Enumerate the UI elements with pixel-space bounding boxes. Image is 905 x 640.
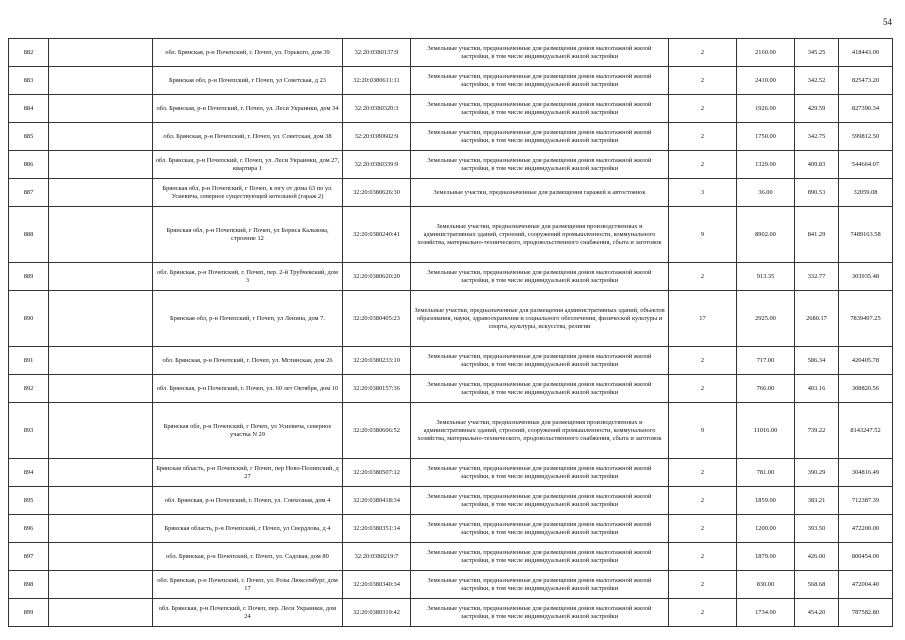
address-cell: обл. Брянская, р-н Почепский, г. Почеп, пер. Леси Украинки, дом 24 [153,599,343,627]
area-cell: 1200.00 [737,515,795,543]
land-use-cell: Земельные участки, предназначенные для размещения домов малоэтажной жилой застройки, в том числе индивидуальной жилой застройки [411,263,669,291]
land-use-cell: Земельные участки, предназначенные для размещения домов малоэтажной жилой застройки, в том числе индивидуальной жилой застройки [411,39,669,67]
cadastral-value-cell: 544664.07 [839,151,893,179]
cadastral-value-cell: 32059.08 [839,179,893,207]
cadastre-number-cell: 32:20:0380507:12 [343,459,411,487]
group-cell: 2 [669,151,737,179]
group-cell: 2 [669,123,737,151]
blank-cell [49,151,153,179]
row-number-cell: 885 [9,123,49,151]
cadastre-number-cell: 32:20:0380233:10 [343,347,411,375]
address-cell: обл. Брянская, р-н Почепский, г. Почеп, ул. Горького, дом 39 [153,39,343,67]
area-cell: 1734.00 [737,599,795,627]
blank-cell [49,543,153,571]
land-use-cell: Земельные участки, предназначенные для размещения домов малоэтажной жилой застройки, в том числе индивидуальной жилой застройки [411,459,669,487]
cadastre-number-cell: 32:20:0380319:42 [343,599,411,627]
address-cell: обл. Брянская, р-н Почепский, г. Почеп, ул. Мглинская, дом 26 [153,347,343,375]
land-use-cell: Земельные участки, предназначенные для размещения административных зданий, объектов образования, науки, здравоохранения и социального обеспечения, физической культуры и спорта, культуры, искусства, религии [411,291,669,347]
specific-value-cell: 409.83 [795,151,839,179]
land-use-cell: Земельные участки, предназначенные для размещения домов малоэтажной жилой застройки, в том числе индивидуальной жилой застройки [411,123,669,151]
group-cell: 17 [669,291,737,347]
table-row [9,39,893,67]
cadastre-number-cell: 32:20:0380602:9 [343,123,411,151]
address-cell: обл. Брянская, р-н Почепский, г. Почеп, ул. Леси Украинки, дом 34 [153,95,343,123]
land-use-cell: Земельные участки, предназначенные для размещения производственных и административных зданий, строений, сооружений промышленности, коммунального хозяйства, материально-технического, продовольственного снабжения, сбыта и заготовок [411,207,669,263]
area-cell: 11016.00 [737,403,795,459]
cadastral-value-cell: 472004.40 [839,571,893,599]
address-cell: обл. Брянская, р-н Почепский, г. Почеп, ул. Леси Украинки, дом 27, квартира 1 [153,151,343,179]
land-use-cell: Земельные участки, предназначенные для размещения домов малоэтажной жилой застройки, в том числе индивидуальной жилой застройки [411,571,669,599]
group-cell: 2 [669,571,737,599]
row-number-cell: 896 [9,515,49,543]
area-cell: 717.00 [737,347,795,375]
blank-cell [49,123,153,151]
cadastral-value-cell: 827390.34 [839,95,893,123]
row-number-cell: 882 [9,39,49,67]
blank-cell [49,571,153,599]
address-cell: обл. Брянская, р-н Почепский, г. Почеп, ул. Садовая, дом 80 [153,543,343,571]
address-cell: обл. Брянская, р-н Почепский, г. Почеп, ул. Советская, дом 38 [153,123,343,151]
row-number-cell: 898 [9,571,49,599]
cadastral-value-cell: 304816.49 [839,459,893,487]
blank-cell [49,207,153,263]
group-cell: 2 [669,39,737,67]
specific-value-cell: 454.20 [795,599,839,627]
row-number-cell: 892 [9,375,49,403]
row-number-cell: 894 [9,459,49,487]
land-use-cell: Земельные участки, предназначенные для размещения домов малоэтажной жилой застройки, в том числе индивидуальной жилой застройки [411,487,669,515]
area-cell: 1926.00 [737,95,795,123]
cadastral-value-cell: 472200.00 [839,515,893,543]
blank-cell [49,487,153,515]
specific-value-cell: 332.77 [795,263,839,291]
address-cell: Брянская обл, р-н Почепский, г Почеп, ул Ленина, дом 7. [153,291,343,347]
blank-cell [49,95,153,123]
cadastral-value-cell: 712387.39 [839,487,893,515]
land-use-cell: Земельные участки, предназначенные для размещения домов малоэтажной жилой застройки, в том числе индивидуальной жилой застройки [411,67,669,95]
specific-value-cell: 739.22 [795,403,839,459]
address-cell: Брянская область, р-н Почепский, г Почеп, пер Ново-Полипский, д 27 [153,459,343,487]
area-cell: 781.00 [737,459,795,487]
row-number-cell: 890 [9,291,49,347]
area-cell: 2160.00 [737,39,795,67]
row-number-cell: 899 [9,599,49,627]
cadastral-value-cell: 7839497.25 [839,291,893,347]
land-use-cell: Земельные участки, предназначенные для размещения домов малоэтажной жилой застройки, в том числе индивидуальной жилой застройки [411,375,669,403]
table-row [9,123,893,151]
row-number-cell: 897 [9,543,49,571]
address-cell: Брянская обл, р-н Почепский, г Почеп, ул Бориса Калькова, строение 12 [153,207,343,263]
specific-value-cell: 586.34 [795,347,839,375]
table-row [9,571,893,599]
land-use-cell: Земельные участки, предназначенные для размещения гаражей и автостоянок [411,179,669,207]
land-use-cell: Земельные участки, предназначенные для размещения домов малоэтажной жилой застройки, в том числе индивидуальной жилой застройки [411,599,669,627]
table-row [9,67,893,95]
cadastre-number-cell: 32:20:0380340:34 [343,571,411,599]
page-number: 54 [883,17,892,27]
cadastre-number-cell: 32:20:0380157:36 [343,375,411,403]
area-cell: 2925.00 [737,291,795,347]
group-cell: 2 [669,487,737,515]
table-row [9,263,893,291]
address-cell: Брянская обл, р-н Почепский, г Почеп, ул Советская, д 23 [153,67,343,95]
cadastral-value-cell: 418443.00 [839,39,893,67]
table-row [9,347,893,375]
area-cell: 766.00 [737,375,795,403]
row-number-cell: 883 [9,67,49,95]
specific-value-cell: 890.53 [795,179,839,207]
group-cell: 2 [669,67,737,95]
specific-value-cell: 426.00 [795,543,839,571]
group-cell: 2 [669,95,737,123]
group-cell: 2 [669,543,737,571]
blank-cell [49,291,153,347]
area-cell: 36.00 [737,179,795,207]
table-row [9,179,893,207]
group-cell: 9 [669,403,737,459]
group-cell: 2 [669,515,737,543]
row-number-cell: 891 [9,347,49,375]
row-number-cell: 895 [9,487,49,515]
cadastral-value-cell: 787582.80 [839,599,893,627]
cadastre-number-cell: 32:20:0380405:23 [343,291,411,347]
cadastral-value-cell: 308820.56 [839,375,893,403]
area-cell: 1329.00 [737,151,795,179]
land-use-cell: Земельные участки, предназначенные для размещения домов малоэтажной жилой застройки, в том числе индивидуальной жилой застройки [411,515,669,543]
land-use-cell: Земельные участки, предназначенные для размещения домов малоэтажной жилой застройки, в том числе индивидуальной жилой застройки [411,347,669,375]
area-cell: 913.35 [737,263,795,291]
blank-cell [49,599,153,627]
table-body [9,39,893,627]
cadastre-number-cell: 32:20:0380240:41 [343,207,411,263]
specific-value-cell: 403.16 [795,375,839,403]
row-number-cell: 888 [9,207,49,263]
group-cell: 2 [669,263,737,291]
blank-cell [49,263,153,291]
blank-cell [49,459,153,487]
table-row [9,207,893,263]
table-row [9,375,893,403]
blank-cell [49,515,153,543]
area-cell: 8902.00 [737,207,795,263]
row-number-cell: 884 [9,95,49,123]
cadastre-number-cell: 32:20:0380626:30 [343,179,411,207]
cadastral-value-cell: 7489163.58 [839,207,893,263]
table-row [9,599,893,627]
cadastral-value-cell: 800454.00 [839,543,893,571]
blank-cell [49,67,153,95]
specific-value-cell: 841.29 [795,207,839,263]
specific-value-cell: 342.75 [795,123,839,151]
group-cell: 9 [669,207,737,263]
address-cell: обл. Брянская, р-н Почепский, г. Почеп, пер. 2-й Трубчевский, дом 3 [153,263,343,291]
table-row [9,151,893,179]
cadastral-value-cell: 599812.50 [839,123,893,151]
land-use-cell: Земельные участки, предназначенные для размещения производственных и административных зданий, строений, сооружений промышленности, коммунального хозяйства, материально-технического, продовольственного снабжения, сбыта и заготовок [411,403,669,459]
land-parcels-table [8,38,893,627]
blank-cell [49,39,153,67]
address-cell: Брянская область, р-н Почепский, г Почеп, ул Свердлова, д 4 [153,515,343,543]
cadastre-number-cell: 32:20:0380611:11 [343,67,411,95]
group-cell: 2 [669,599,737,627]
row-number-cell: 889 [9,263,49,291]
cadastral-value-cell: 8143247.52 [839,403,893,459]
area-cell: 1859.00 [737,487,795,515]
table-row [9,487,893,515]
cadastre-number-cell: 32:20:0380137:9 [343,39,411,67]
specific-value-cell: 342.52 [795,67,839,95]
address-cell: обл. Брянская, р-н Почепский, г. Почеп, ул. Совхозная, дом 4 [153,487,343,515]
table-row [9,515,893,543]
group-cell: 2 [669,347,737,375]
cadastral-value-cell: 420405.78 [839,347,893,375]
area-cell: 830.00 [737,571,795,599]
specific-value-cell: 390.29 [795,459,839,487]
row-number-cell: 893 [9,403,49,459]
address-cell: Брянская обл, р-н Почепский, г Почеп, ул Усиевича, северное участка N 29 [153,403,343,459]
cadastre-number-cell: 32:20:0380351:14 [343,515,411,543]
group-cell: 2 [669,375,737,403]
specific-value-cell: 383.21 [795,487,839,515]
specific-value-cell: 568.68 [795,571,839,599]
cadastre-number-cell: 32:20:0380320:3 [343,95,411,123]
blank-cell [49,403,153,459]
table-row [9,403,893,459]
land-use-cell: Земельные участки, предназначенные для размещения домов малоэтажной жилой застройки, в том числе индивидуальной жилой застройки [411,95,669,123]
cadastre-number-cell: 32:20:0380339:9 [343,151,411,179]
table-row [9,291,893,347]
address-cell: обл. Брянская, р-н Почепский, г. Почеп, ул. 60 лет Октября, дом 10 [153,375,343,403]
blank-cell [49,179,153,207]
address-cell: Брянская обл, р-н Почепский, г Почеп, к югу от дома 63 по ул. Усиевича, северное существующей котельной (гараж 2) [153,179,343,207]
cadastre-number-cell: 32:20:0380606:52 [343,403,411,459]
group-cell: 2 [669,459,737,487]
group-cell: 3 [669,179,737,207]
blank-cell [49,347,153,375]
cadastre-number-cell: 32:20:0380418:34 [343,487,411,515]
cadastral-value-cell: 303935.48 [839,263,893,291]
blank-cell [49,375,153,403]
cadastre-number-cell: 32:20:0380219:7 [343,543,411,571]
specific-value-cell: 393.50 [795,515,839,543]
table-row [9,459,893,487]
address-cell: обл. Брянская, р-н Почепский, г. Почеп, ул. Розы Люксембург, дом 17 [153,571,343,599]
area-cell: 1879.00 [737,543,795,571]
land-use-cell: Земельные участки, предназначенные для размещения домов малоэтажной жилой застройки, в том числе индивидуальной жилой застройки [411,151,669,179]
specific-value-cell: 429.59 [795,95,839,123]
land-use-cell: Земельные участки, предназначенные для размещения домов малоэтажной жилой застройки, в том числе индивидуальной жилой застройки [411,543,669,571]
specific-value-cell: 2680.17 [795,291,839,347]
area-cell: 2410.00 [737,67,795,95]
row-number-cell: 886 [9,151,49,179]
cadastre-number-cell: 32:20:0380620:20 [343,263,411,291]
table-row [9,95,893,123]
row-number-cell: 887 [9,179,49,207]
area-cell: 1750.00 [737,123,795,151]
table-row [9,543,893,571]
specific-value-cell: 345.25 [795,39,839,67]
cadastral-value-cell: 825473.20 [839,67,893,95]
